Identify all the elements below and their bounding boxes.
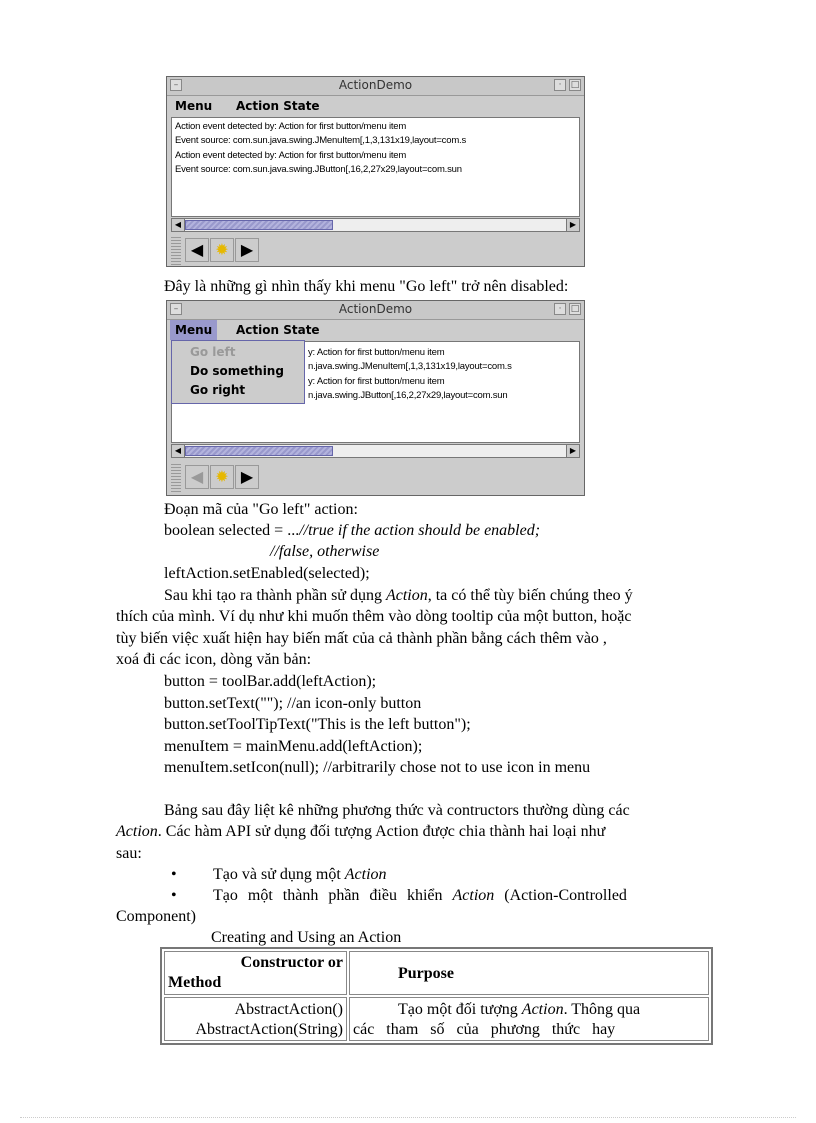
code2-line: button = toolBar.add(leftAction); [164, 673, 377, 690]
title-bar [167, 301, 584, 320]
bullet-2 [213, 886, 627, 906]
code2-line: button.setToolTipText("This is the left button"); [164, 716, 471, 733]
menu-item-go-left: Go left [190, 345, 236, 359]
text: . Thông qua [563, 1001, 641, 1018]
header-col2: Purpose [398, 965, 454, 982]
text: . Các hàm API sử dụng đối tượng Action được chia thành hai loại như [157, 823, 606, 840]
paragraph-1-line-2: thích của mình. Ví dụ như khi muốn thêm vào dòng tooltip của một button, hoặc [116, 608, 632, 625]
row1-col1-line1: AbstractAction() [234, 1001, 343, 1018]
window-menu-icon[interactable]: – [170, 303, 182, 315]
event-log-textarea[interactable] [171, 117, 580, 217]
code2-line: menuItem.setIcon(null); //arbitrarily chose not to use icon in menu [164, 759, 591, 776]
paragraph-1-line-4: xoá đi các icon, dòng văn bản: [116, 651, 312, 668]
header-col1-line2: Method [168, 974, 222, 991]
scroll-right-icon[interactable]: ▶ [566, 219, 579, 231]
code2-line: button.setText(""); //an icon-only button [164, 695, 422, 712]
toolbar [171, 462, 271, 492]
window-title: ActionDemo [338, 78, 413, 92]
go-right-button[interactable] [235, 465, 259, 489]
row1-col2-line1 [398, 1000, 640, 1020]
scroll-thumb[interactable] [185, 446, 333, 456]
row1-col2-line2: các tham số của phương thức hay [353, 1021, 616, 1038]
go-left-button[interactable] [185, 238, 209, 262]
text: Action [452, 887, 495, 904]
paragraph-2-line-2 [116, 822, 605, 842]
code-text: boolean selected = ... [164, 522, 300, 539]
menu-action-state[interactable]: Action State [236, 323, 320, 337]
horizontal-scrollbar[interactable] [171, 218, 580, 232]
menu-item-do-something[interactable]: Do something [190, 364, 284, 378]
log-line: n.java.swing.JMenuItem[,1,3,131x19,layout=com.s [308, 361, 512, 372]
scroll-right-icon[interactable]: ▶ [566, 445, 579, 457]
text: Action [385, 587, 428, 604]
table-caption: Creating and Using an Action [211, 929, 402, 946]
log-line: Action event detected by: Action for first button/menu item [175, 121, 407, 132]
bullet-dot-icon: • [171, 866, 177, 883]
go-right-button[interactable] [235, 238, 259, 262]
paragraph-2-line-1: Bảng sau đây liệt kê những phương thức và contructors thường dùng các [164, 802, 630, 819]
scroll-thumb[interactable] [185, 220, 333, 230]
log-line: Action event detected by: Action for first button/menu item [175, 150, 407, 161]
paragraph-1-line-1 [164, 586, 633, 606]
menu-item-go-right[interactable]: Go right [190, 383, 246, 397]
code-comment: //true if the action should be enabled; [299, 522, 541, 539]
api-table [160, 947, 713, 1045]
menu-bar [167, 96, 584, 116]
menu-menu[interactable]: Menu [175, 99, 213, 113]
toolbar [171, 235, 271, 265]
right-arrow-icon: ▶ [240, 467, 254, 486]
action-demo-window-2 [166, 300, 585, 496]
text: Sau khi tạo ra thành phần sử dụng [164, 587, 386, 604]
code-line-3: leftAction.setEnabled(selected); [164, 565, 370, 582]
scroll-left-icon[interactable]: ◀ [172, 445, 185, 457]
minimize-icon[interactable]: · [554, 79, 566, 91]
left-arrow-icon: ◀ [190, 240, 204, 259]
text: , ta có thể tùy biến chúng theo ý [427, 587, 633, 604]
action-demo-window-1 [166, 76, 585, 267]
header-col1-line1: Constructor or [240, 954, 343, 971]
table-header-cell [349, 951, 709, 995]
text: Tạo và sử dụng một [213, 866, 345, 883]
window-menu-icon[interactable]: – [170, 79, 182, 91]
title-bar [167, 77, 584, 96]
paragraph-2-line-3: sau: [116, 845, 142, 862]
text: Tạo một đối tượng [398, 1001, 522, 1018]
log-line: y: Action for first button/menu item [308, 376, 445, 387]
code-line-2: //false, otherwise [270, 543, 380, 560]
splat-icon: ✹ [215, 467, 229, 486]
text: Tạo một thành phần điều khiển [213, 887, 453, 904]
splat-icon: ✹ [215, 240, 229, 259]
row1-col1-line2: AbstractAction(String) [195, 1021, 343, 1038]
log-line: Event source: com.sun.java.swing.JButton[,16,2,27x29,layout=com.sun [175, 164, 462, 175]
table-cell [164, 997, 347, 1041]
right-arrow-icon: ▶ [240, 240, 254, 259]
menu-action-state[interactable]: Action State [236, 99, 320, 113]
paragraph-1-line-3: tùy biến việc xuất hiện hay biến mất của cả thành phần bằng cách thêm vào , [116, 630, 607, 647]
text: (Action-Controlled [494, 887, 627, 904]
code2-line: menuItem = mainMenu.add(leftAction); [164, 738, 423, 755]
text: Action [521, 1001, 564, 1018]
log-line: Event source: com.sun.java.swing.JMenuItem[,1,3,131x19,layout=com.s [175, 135, 467, 146]
bullet-dot-icon: • [171, 887, 177, 904]
log-line: y: Action for first button/menu item [308, 347, 445, 358]
do-something-button[interactable] [210, 238, 234, 262]
table-cell [349, 997, 709, 1041]
window-title: ActionDemo [338, 302, 413, 316]
menu-dropdown [171, 340, 305, 404]
code-label: Đoạn mã của "Go left" action: [164, 501, 358, 518]
toolbar-grip[interactable] [171, 235, 181, 265]
menu-bar [167, 320, 584, 340]
log-line: n.java.swing.JButton[,16,2,27x29,layout=com.sun [308, 390, 508, 401]
bullet-2-continued: Component) [116, 908, 196, 925]
caption-disabled-menu: Đây là những gì nhìn thấy khi menu "Go left" trở nên disabled: [164, 278, 569, 295]
table-header-cell [164, 951, 347, 995]
bullet-1 [213, 865, 387, 885]
minimize-icon[interactable]: · [554, 303, 566, 315]
maximize-icon[interactable]: □ [570, 80, 580, 90]
menu-menu[interactable]: Menu [170, 320, 217, 340]
text: Action [344, 866, 387, 883]
do-something-button[interactable] [210, 465, 234, 489]
left-arrow-icon: ◀ [190, 467, 204, 486]
text: Action [116, 823, 158, 840]
scroll-left-icon[interactable]: ◀ [172, 219, 185, 231]
go-left-button [185, 465, 209, 489]
horizontal-scrollbar[interactable] [171, 444, 580, 458]
code-line-1 [164, 521, 540, 541]
maximize-icon[interactable]: □ [570, 304, 580, 314]
toolbar-grip[interactable] [171, 462, 181, 492]
page-footer-divider [20, 1117, 796, 1118]
